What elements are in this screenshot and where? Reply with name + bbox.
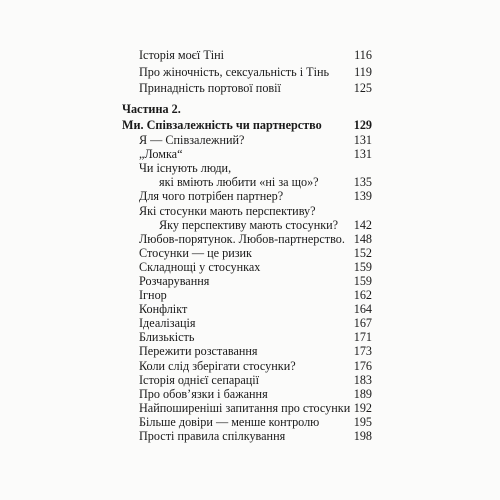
toc-entry-page: 119: [354, 64, 372, 79]
toc-entry-title: Конфлікт: [139, 302, 188, 317]
toc-entry: [0, 427, 500, 446]
toc-entry-title: Стосунки — це ризик: [139, 245, 252, 260]
toc-entry-page: 195: [353, 414, 372, 429]
toc-entry-page: 173: [353, 344, 372, 359]
toc-entry-page: 139: [353, 189, 372, 204]
toc-entry-page: 159: [353, 274, 372, 288]
toc-entry-page: 142: [353, 217, 372, 232]
toc-entry-title: Більше довіри — менше контролю: [139, 414, 320, 429]
part-heading: Частина 2.: [122, 102, 181, 116]
toc-entry-page: 125: [353, 81, 372, 95]
toc-entry-title: Про жіночність, сексуальність і Тінь: [139, 64, 330, 79]
toc-entry-title: які вміють любити «ні за що»?: [159, 175, 319, 190]
toc-entry-page: 162: [353, 288, 372, 302]
toc-entry-title: Яку перспективу мають стосунки?: [159, 217, 339, 232]
toc-entry-title: Коли слід зберігати стосунки?: [139, 358, 296, 373]
toc-entry-page: 159: [353, 259, 372, 274]
toc-entry-title: Про обов’язки і бажання: [139, 386, 268, 401]
toc-entry-title: Історія моєї Тіні: [139, 48, 225, 62]
toc-entry-title: Прості правила спілкування: [139, 429, 286, 443]
toc-entry-page: 176: [353, 358, 372, 373]
toc-entry-title: Для чого потрібен партнер?: [139, 189, 284, 204]
toc-entry-page: 116: [354, 48, 372, 62]
toc-entry-title: Я — Співзалежний?: [139, 133, 245, 147]
toc-entry-title: Ідеалізація: [139, 316, 196, 331]
toc-entry-page: 135: [353, 175, 372, 190]
toc-entry-page: 198: [353, 429, 372, 443]
toc-entry-title: Любов-порятунок. Любов-партнерство.: [139, 231, 345, 246]
toc-entry-title: Які стосунки мають перспективу?: [139, 203, 316, 218]
part-title-page: 129: [353, 118, 372, 132]
toc-entry-title: Складнощі у стосунках: [139, 259, 261, 274]
toc-entry-page: 131: [353, 133, 372, 147]
toc-entry-title: Принадність портової повії: [139, 81, 281, 95]
toc-entry-title: Історія однієї сепарації: [139, 372, 260, 387]
toc-entry-page: 164: [353, 302, 372, 317]
toc-entry-page: 152: [353, 245, 372, 260]
toc-entry-page: 171: [353, 330, 372, 345]
toc-entry-title: „Ломка“: [139, 147, 183, 162]
toc-entry-page: 183: [353, 372, 372, 387]
part-title-text: Ми. Співзалежність чи партнерство: [122, 118, 322, 132]
toc-entry-title: Розчарування: [139, 274, 210, 288]
toc-entry-title: Пережити розставання: [139, 344, 258, 359]
toc-entry-title: Ігнор: [139, 288, 167, 302]
toc-entry-page: 148: [353, 231, 372, 246]
toc-entry-title: Найпоширеніші запитання про стосунки: [139, 400, 351, 415]
toc-entry-page: 189: [353, 386, 372, 401]
toc-entry-page: 167: [353, 316, 372, 331]
toc-entry-title: Близькість: [139, 330, 195, 345]
toc-entry-title: Чи існують люди,: [139, 161, 232, 176]
toc-entry-page: 192: [353, 400, 372, 415]
toc-entry-page: 131: [353, 147, 372, 162]
toc-entry: [0, 79, 500, 98]
